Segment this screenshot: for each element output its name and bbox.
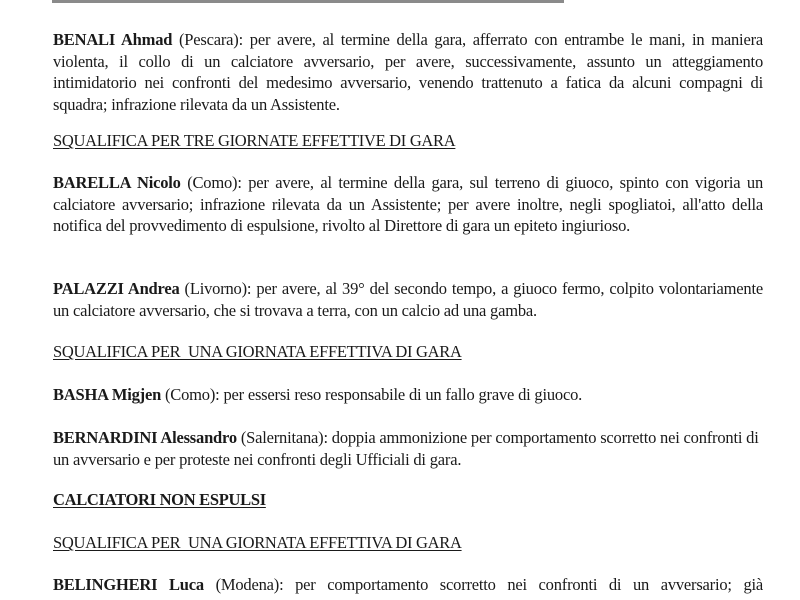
sanction-text: (Como): per avere, al termine della gara, sul terreno di giuoco, spinto con vigoria un calciatore avversario; infrazione rilevata da un Assistente; per avere inoltre, negli spogliatoi, all'atto della notifica del provvedimento di espulsione, rivolto al Direttore di gara un epiteto ingiurioso. — [53, 173, 763, 235]
sanction-text: (Como): per essersi reso responsabile di un fallo grave di giuoco. — [161, 385, 583, 404]
player-name: BELINGHERI Luca — [53, 575, 204, 594]
section-header-one-game-2: SQUALIFICA PER UNA GIORNATA EFFETTIVA DI GARA — [53, 533, 462, 552]
player-name: BENALI Ahmad — [53, 30, 173, 49]
player-name: PALAZZI Andrea — [53, 279, 180, 298]
sanction-entry-basha — [53, 384, 763, 406]
player-name: BARELLA Nicolo — [53, 173, 181, 192]
sanction-entry-belingheri — [53, 574, 763, 596]
sanction-text: (Salernitana): doppia ammonizione per comportamento scorretto nei confronti di un avversario e per proteste nei confronti degli Ufficiali di gara. — [53, 428, 759, 469]
sanction-entry-palazzi — [53, 278, 763, 321]
section-header-one-game: SQUALIFICA PER UNA GIORNATA EFFETTIVA DI GARA — [53, 342, 462, 361]
section-header-three-games: SQUALIFICA PER TRE GIORNATE EFFETTIVE DI GARA — [53, 131, 456, 150]
sanction-text: (Livorno): per avere, al 39° del secondo tempo, a giuoco fermo, colpito volontariamente un calciatore avversario, che si trovava a terra, con un calcio ad una gamba. — [53, 279, 763, 320]
sanction-entry-benali — [53, 29, 763, 115]
sanction-text: (Pescara): per avere, al termine della gara, afferrato con entrambe le mani, in maniera violenta, il collo di un calciatore avversario, per avere, successivamente, assunto un atteggiamento intimidatorio nei confronti del medesimo avversario, venendo trattenuto a fatica da alcuni compagni di squadra; infrazione rilevata da un Assistente. — [53, 30, 763, 114]
section-header-not-expelled: CALCIATORI NON ESPULSI — [53, 490, 266, 509]
sanction-text: (Modena): per comportamento scorretto nei confronti di un avversario; già — [203, 575, 763, 594]
sanction-entry-barella — [53, 172, 763, 237]
clipped-underline — [52, 0, 564, 3]
sanction-entry-bernardini — [53, 427, 763, 470]
player-name: BERNARDINI Alessandro — [53, 428, 237, 447]
player-name: BASHA Migjen — [53, 385, 162, 404]
